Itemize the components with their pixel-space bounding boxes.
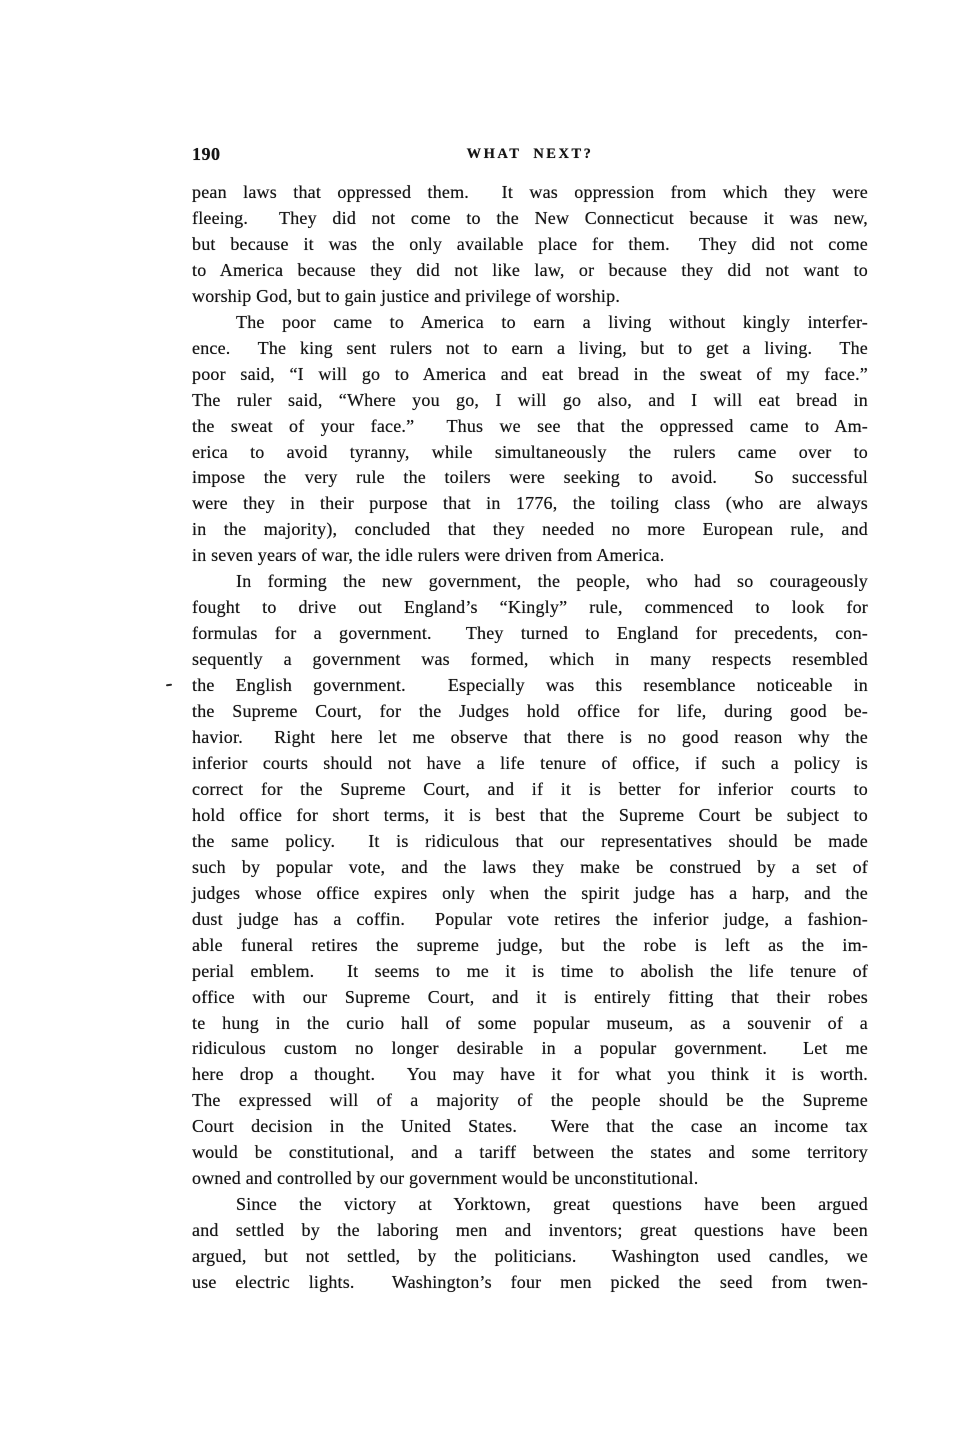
paragraph xyxy=(192,1192,868,1296)
text-line: fleeing. They did not come to the New Connecticut because it was new, xyxy=(192,207,868,228)
page-number: 190 xyxy=(192,144,221,164)
text-line: dust judge has a coffin. Popular vote retires the inferior judge, a fashion- xyxy=(192,908,868,929)
text-line: judges whose office expires only when the spirit judge has a harp, and the xyxy=(192,882,868,903)
text-line: Court decision in the United States. Were that the case an income tax xyxy=(192,1116,868,1137)
text-line: the sweat of your face.” Thus we see that the oppressed came to Am- xyxy=(192,415,868,436)
text-line: The ruler said, “Where you go, I will go also, and I will eat bread in xyxy=(192,389,868,410)
text-line: ence. The king sent rulers not to earn a living, but to get a living. The xyxy=(192,337,868,358)
text-line: poor said, “I will go to America and eat bread in the sweat of my face.” xyxy=(192,363,868,384)
text-line: erica to avoid tyranny, while simultaneously the rulers came over to xyxy=(192,441,868,462)
text-line: pean laws that oppressed them. It was oppression from which they were xyxy=(192,182,868,202)
text-line: In forming the new government, the people, who had so courageously xyxy=(236,571,868,592)
text-line: The poor came to America to earn a living without kingly interfer- xyxy=(236,311,868,332)
text-line: owned and controlled by our government would be unconstitutional. xyxy=(192,1168,699,1189)
ink-speck xyxy=(166,684,172,687)
paragraph xyxy=(192,569,868,1192)
text-line: argued, but not settled, by the politicians. Washington used candles, we xyxy=(192,1246,868,1267)
text-line: and settled by the laboring men and inventors; great questions have been xyxy=(192,1220,868,1241)
text-line: were they in their purpose that in 1776, the toiling class (who are always xyxy=(192,493,868,514)
text-line: the same policy. It is ridiculous that our representatives should be made xyxy=(192,830,868,851)
text-line: Since the victory at Yorktown, great questions have been argued xyxy=(236,1194,868,1215)
text-line: the English government. Especially was this resemblance noticeable in xyxy=(192,675,868,696)
text-line: fought to drive out England’s “Kingly” rule, commenced to look for xyxy=(192,597,868,618)
text-line: sequently a government was formed, which in many respects resembled xyxy=(192,649,868,670)
text-line: The expressed will of a majority of the people should be the Supreme xyxy=(192,1090,868,1111)
text-line: here drop a thought. You may have it for what you think it is worth. xyxy=(192,1064,868,1085)
text-line: able funeral retires the supreme judge, but the robe is left as the im- xyxy=(192,934,868,955)
text-line: would be constitutional, and a tariff between the states and some territory xyxy=(192,1142,868,1163)
text-line: te hung in the curio hall of some popular museum, as a souvenir of a xyxy=(192,1012,868,1033)
text-line: the Supreme Court, for the Judges hold office for life, during good be- xyxy=(192,701,868,722)
page-body xyxy=(192,180,868,1296)
text-line: perial emblem. It seems to me it is time to abolish the life tenure of xyxy=(192,960,868,981)
running-title: WHAT NEXT? xyxy=(466,146,594,162)
text-line: in the majority), concluded that they needed no more European rule, and xyxy=(192,519,868,540)
text-line: use electric lights. Washington’s four men picked the seed from twen- xyxy=(192,1272,868,1293)
text-line: havior. Right here let me observe that there is no good reason why the xyxy=(192,727,868,748)
text-line: to America because they did not like law, or because they did not want to xyxy=(192,259,868,280)
text-line: correct for the Supreme Court, and if it is better for inferior courts to xyxy=(192,778,868,799)
text-line: in seven years of war, the idle rulers were driven from America. xyxy=(192,545,665,566)
text-line: formulas for a government. They turned to England for precedents, con- xyxy=(192,623,868,644)
text-line: inferior courts should not have a life tenure of office, if such a policy is xyxy=(192,752,868,773)
text-line: but because it was the only available place for them. They did not come xyxy=(192,233,868,254)
text-line: office with our Supreme Court, and it is entirely fitting that their robes xyxy=(192,986,868,1007)
text-line: impose the very rule the toilers were seeking to avoid. So successful xyxy=(192,467,868,488)
paragraph xyxy=(192,180,868,310)
text-line: worship God, but to gain justice and privilege of worship. xyxy=(192,285,621,306)
text-line: ridiculous custom no longer desirable in a popular government. Let me xyxy=(192,1038,868,1059)
text-line: such by popular vote, and the laws they make be construed by a set of xyxy=(192,856,868,877)
page-header xyxy=(192,144,868,166)
paragraph xyxy=(192,310,868,570)
text-line: hold office for short terms, it is best that the Supreme Court be subject to xyxy=(192,804,868,825)
